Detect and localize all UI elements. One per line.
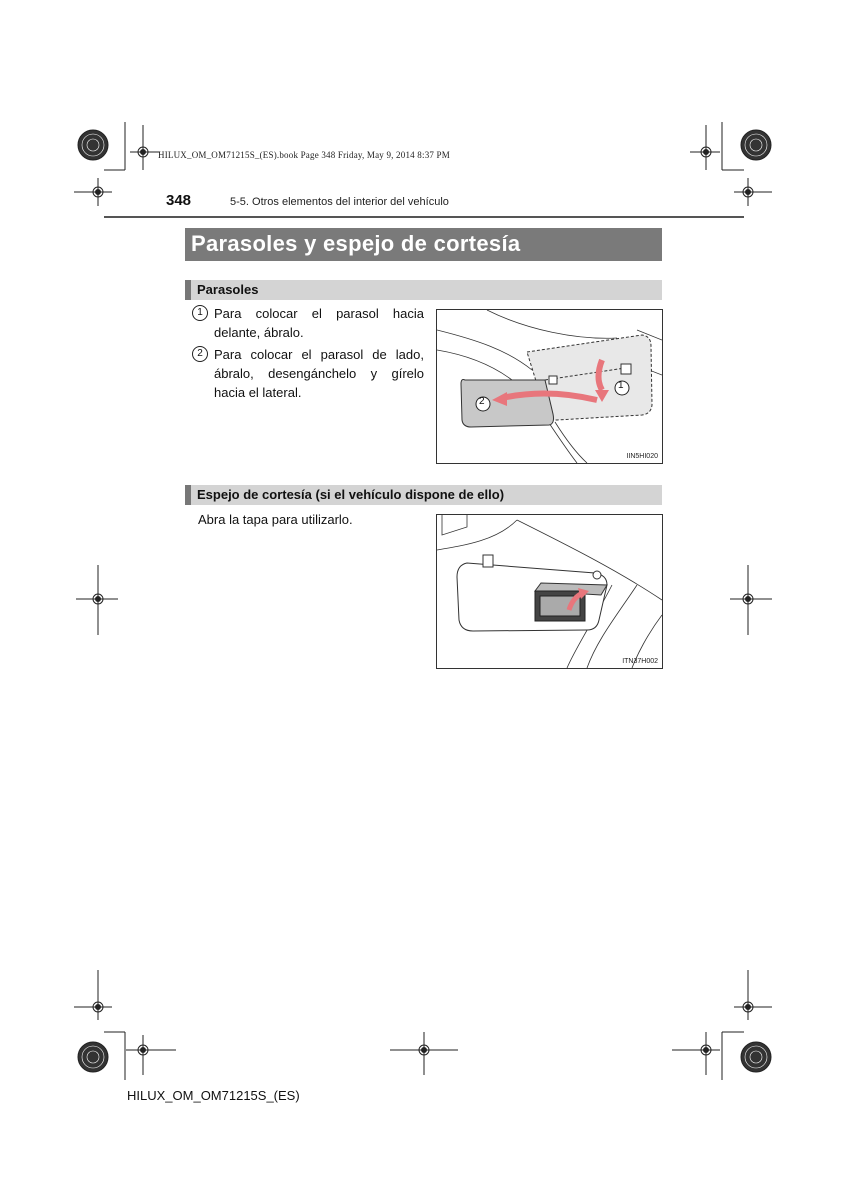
section-heading-text: Espejo de cortesía (si el vehículo dispone de ello) xyxy=(197,487,505,502)
list-item xyxy=(192,304,424,344)
crosshair-icon xyxy=(74,178,112,206)
section-heading-vanity-mirror xyxy=(185,485,662,505)
crop-target-icon xyxy=(741,130,771,160)
callout-number: 1 xyxy=(618,380,624,391)
crosshair-icon xyxy=(730,565,772,635)
vanity-mirror-illustration xyxy=(437,515,662,668)
header-rule xyxy=(104,216,744,218)
section-heading-sunvisors xyxy=(185,280,662,300)
crop-target-icon xyxy=(741,1042,771,1072)
crop-target-icon xyxy=(78,130,108,160)
page-title: Parasoles y espejo de cortesía xyxy=(191,231,521,256)
crop-target-icon xyxy=(78,1042,108,1072)
crosshair-icon xyxy=(74,970,112,1020)
crosshair-icon xyxy=(690,125,720,170)
crosshair-icon xyxy=(734,178,772,206)
step-number: 2 xyxy=(192,346,208,362)
sunvisor-illustration xyxy=(437,310,662,463)
crosshair-icon xyxy=(130,125,160,170)
figure-code: ITN37H002 xyxy=(622,658,658,665)
crosshair-icon xyxy=(672,1032,720,1075)
list-item xyxy=(192,345,424,405)
sunvisor-figure xyxy=(436,309,663,464)
body-text: Abra la tapa para utilizarlo. xyxy=(198,512,353,527)
callout-number: 2 xyxy=(479,396,485,407)
crosshair-icon xyxy=(390,1032,458,1075)
step-text: Para colocar el parasol de lado, ábralo, desengánchelo y gírelo hacia el lateral. xyxy=(214,347,424,400)
chapter-title: 5-5. Otros elementos del interior del vehículo xyxy=(230,196,449,208)
step-number: 1 xyxy=(192,305,208,321)
crosshair-icon xyxy=(734,970,772,1020)
figure-code: IIN5HI020 xyxy=(626,453,658,460)
vanity-mirror-figure xyxy=(436,514,663,669)
page-title-bar xyxy=(185,228,662,261)
crosshair-icon xyxy=(76,565,118,635)
footer-code: HILUX_OM_OM71215S_(ES) xyxy=(127,1088,300,1103)
step-text: Para colocar el parasol hacia delante, ábralo. xyxy=(214,306,424,340)
print-info: HILUX_OM_OM71215S_(ES).book Page 348 Friday, May 9, 2014 8:37 PM xyxy=(158,150,450,160)
crosshair-icon xyxy=(126,1035,176,1075)
section-heading-text: Parasoles xyxy=(197,282,259,297)
page-number: 348 xyxy=(166,192,192,209)
